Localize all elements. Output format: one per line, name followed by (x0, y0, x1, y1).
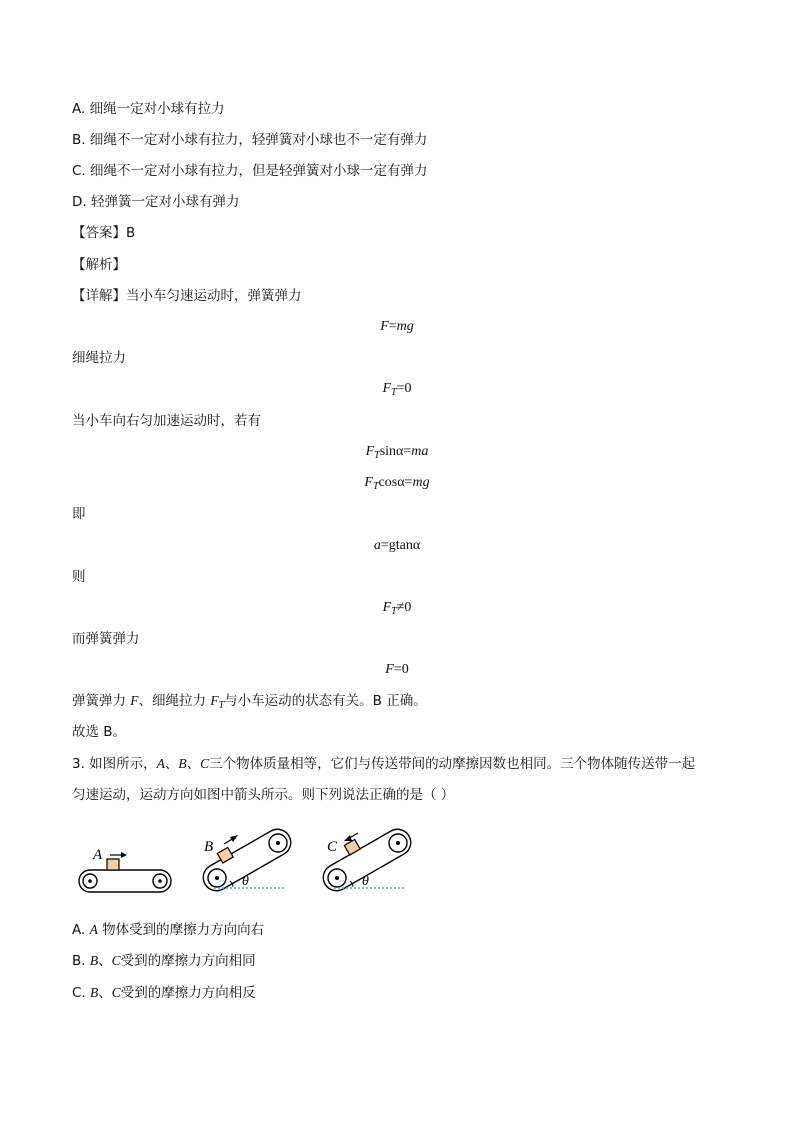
option-b: B. 细绳不一定对小球有拉力，轻弹簧对小球也不一定有弹力 (72, 132, 428, 148)
final-choice: 故选 B。 (72, 724, 127, 740)
question3-line1: 3. 如图所示，A、B、C三个物体质量相等，它们与传送带间的动摩擦因数也相同。三个物体随传送带一起 (72, 756, 696, 772)
q3-option-a: A. A 物体受到的摩擦力方向向右 (72, 922, 265, 938)
answer-value: B (126, 225, 136, 241)
theta-b: θ (242, 874, 249, 889)
ze-label: 则 (72, 569, 86, 585)
equation-4: $F_T\cos\alpha=mg$ (364, 475, 430, 492)
q3-option-b: B. B、C受到的摩擦力方向相同 (72, 953, 256, 969)
equation-6: $F_T\ne 0$ (382, 600, 412, 617)
equation-3: $F_T\sin\alpha=ma$ (365, 444, 429, 461)
equation-7: F=0 (385, 662, 409, 677)
question3-line2: 匀速运动，运动方向如图中箭头所示。则下列说法正确的是（ ） (72, 787, 455, 803)
conveyor-horizontal (79, 870, 171, 892)
accel-text: 当小车向右匀加速运动时，若有 (72, 413, 261, 429)
block-c (344, 839, 360, 855)
equation-2: $F_T=0$ (382, 381, 412, 398)
detail-label: 【详解】 (72, 288, 126, 304)
conclusion-line: 弹簧弹力 F、细绳拉力 $F_T$与小车运动的状态有关。B 正确。 (72, 693, 427, 711)
q3-option-c: C. B、C受到的摩擦力方向相反 (72, 985, 256, 1001)
analysis-label: 【解析】 (72, 257, 126, 273)
rope-label: 细绳拉力 (72, 350, 126, 366)
detail-text: 当小车匀速运动时，弹簧弹力 (126, 288, 302, 304)
spring-label: 而弹簧弹力 (72, 631, 140, 647)
conveyor-figure (70, 825, 430, 900)
label-c: C (327, 839, 338, 855)
option-a: A. 细绳一定对小球有拉力 (72, 101, 225, 117)
ji-label: 即 (72, 506, 86, 522)
answer-label: 【答案】 (72, 225, 126, 241)
equation-1: F=mg (380, 319, 414, 334)
label-b: B (204, 839, 214, 855)
label-a: A (93, 847, 103, 863)
equation-5: a=gtanα (373, 538, 421, 553)
option-d: D. 轻弹簧一定对小球有弹力 (72, 194, 240, 210)
detail-line (72, 287, 302, 305)
theta-c: θ (362, 874, 369, 889)
option-c: C. 细绳不一定对小球有拉力，但是轻弹簧对小球一定有弹力 (72, 163, 428, 179)
answer-line (72, 224, 135, 242)
block-a (107, 859, 119, 870)
